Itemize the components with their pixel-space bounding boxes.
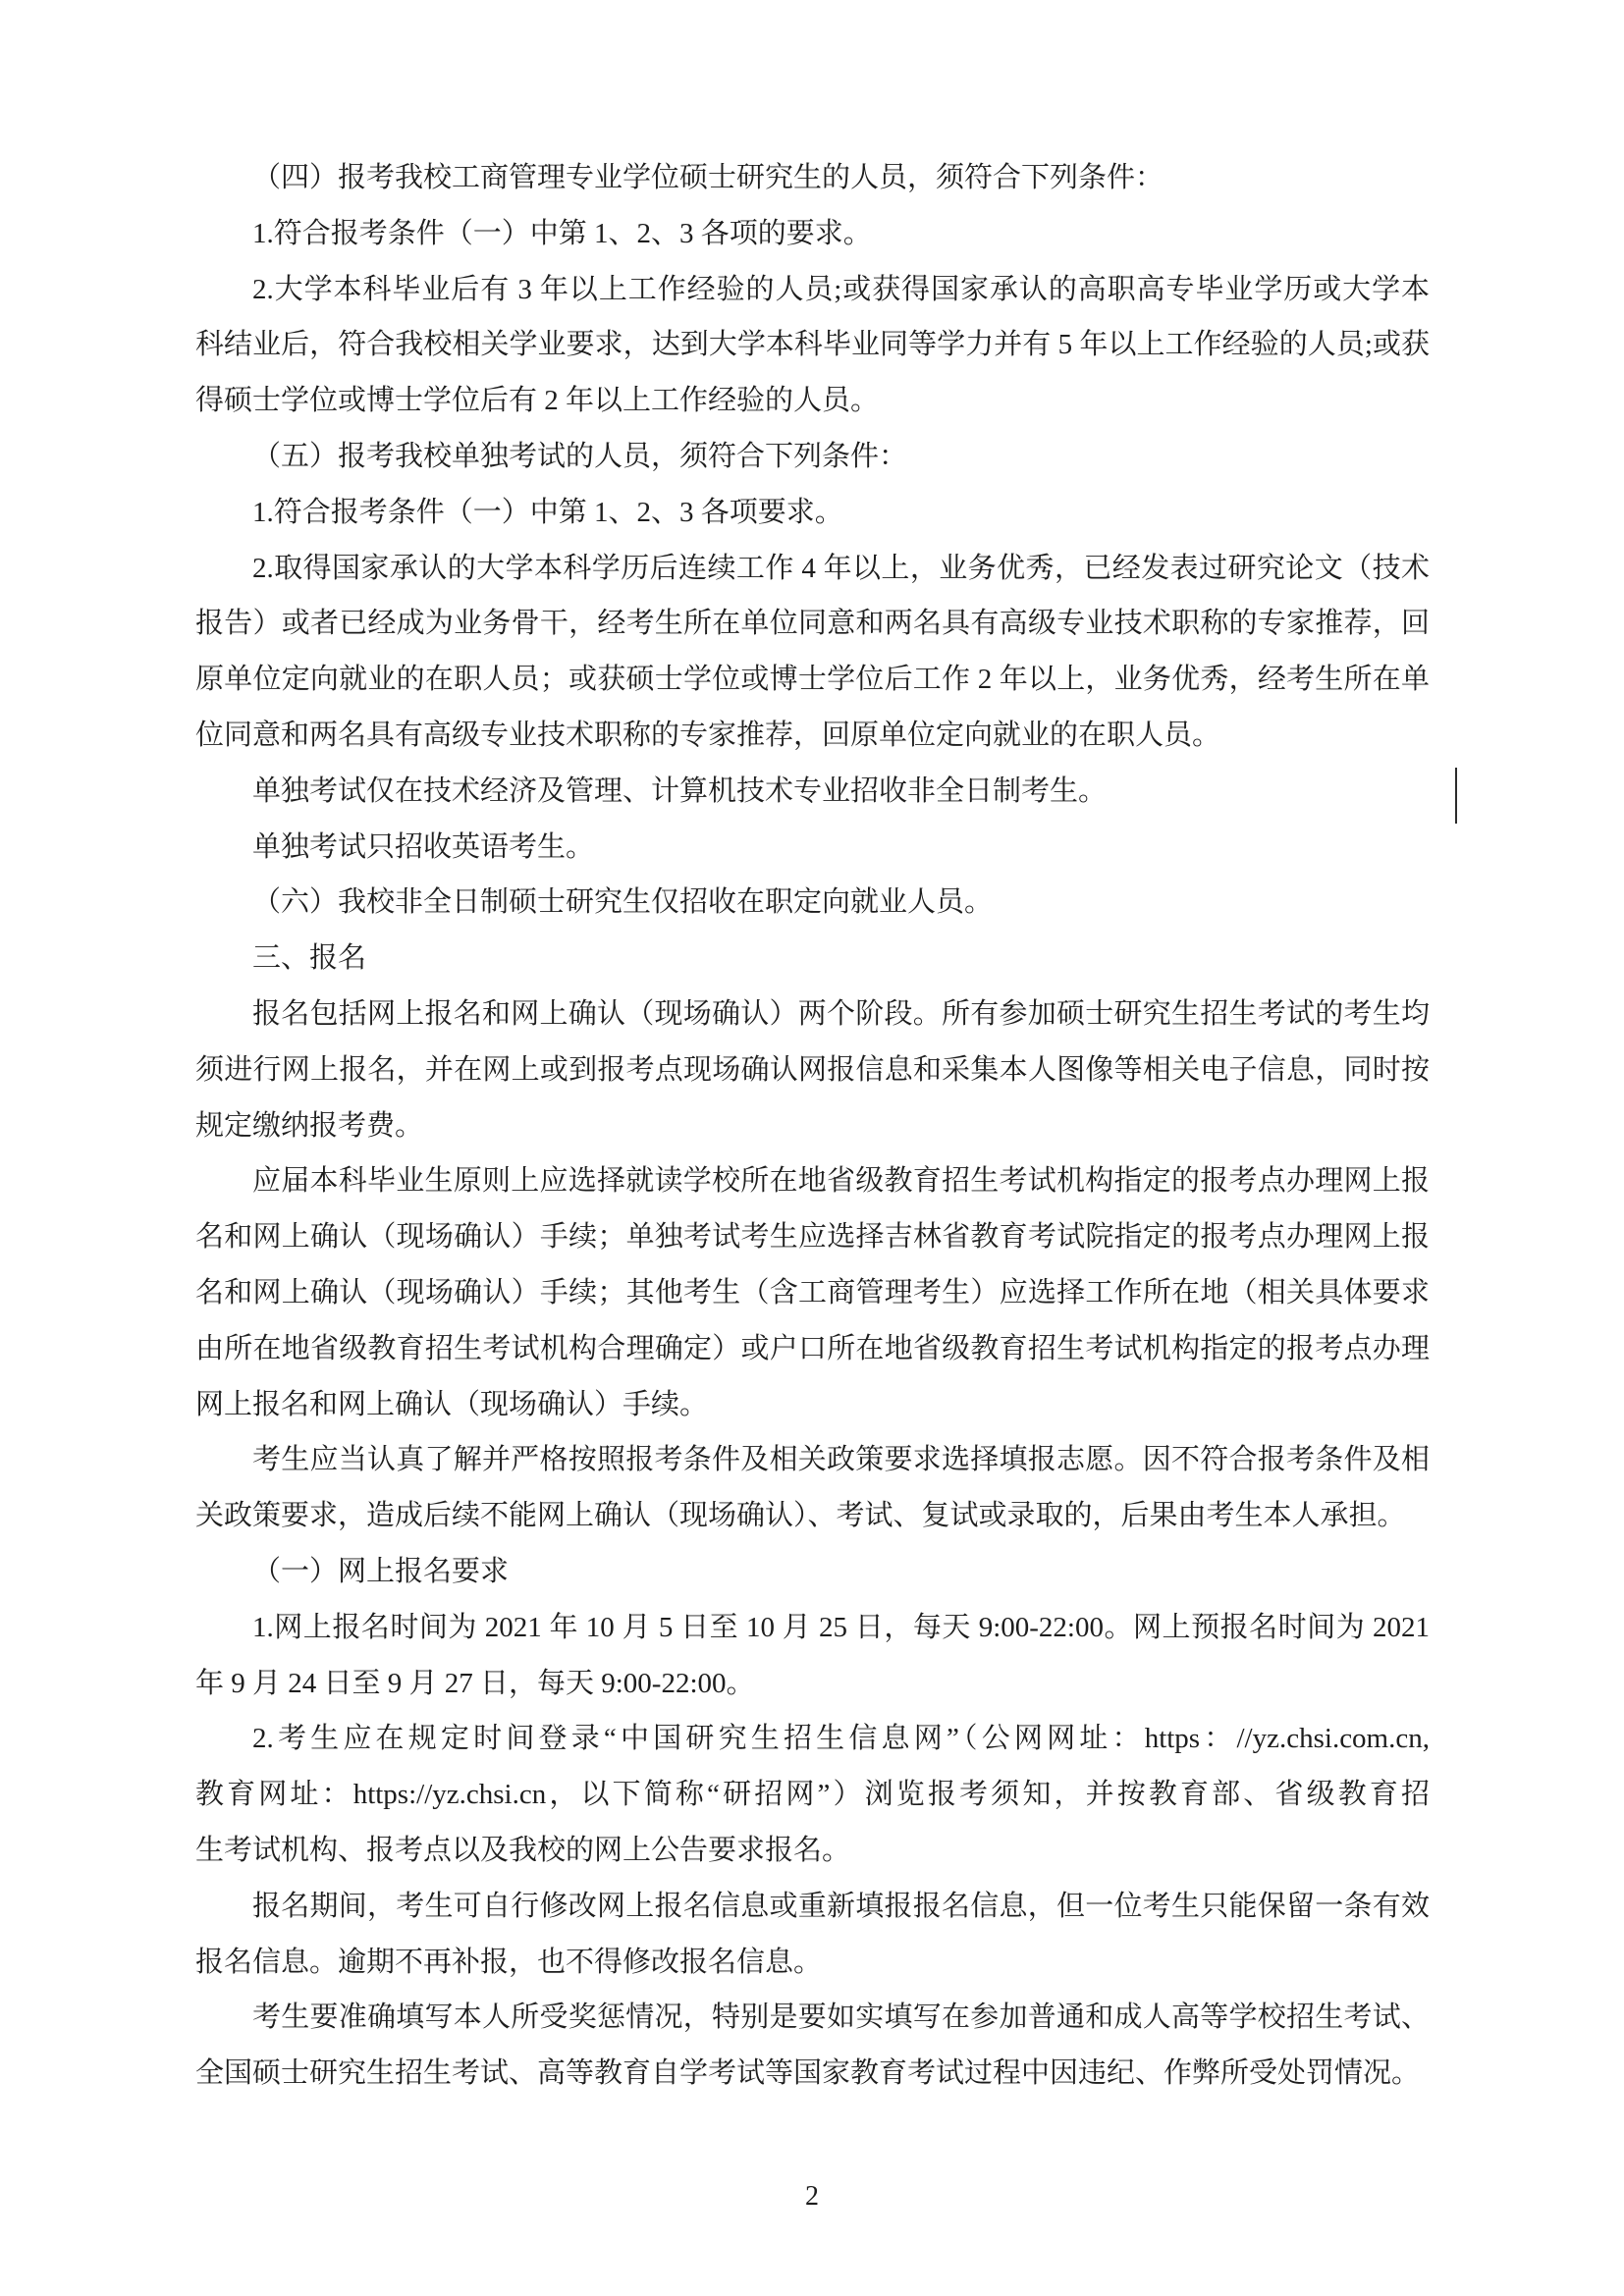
- text-line: 由所在地省级教育招生考试机构合理确定）或户口所在地省级教育招生考试机构指定的报考点办理: [195, 1332, 1430, 1364]
- text-line: 三、报名: [252, 942, 367, 975]
- text-line: 年 9 月 24 日至 9 月 27 日，每天 9:00-22:00。: [195, 1667, 755, 1699]
- text-line: 名和网上确认（现场确认）手续；其他考生（含工商管理考生）应选择工作所在地（相关具体要求: [195, 1276, 1430, 1308]
- text-line: 名和网上确认（现场确认）手续；单独考试考生应选择吉林省教育考试院指定的报考点办理网上报: [195, 1221, 1430, 1254]
- text-line: 规定缴纳报考费。: [195, 1109, 424, 1142]
- text-line: （一）网上报名要求: [252, 1555, 510, 1587]
- text-line: 位同意和两名具有高级专业技术职称的专家推荐，回原单位定向就业的在职人员。: [195, 719, 1221, 751]
- page-number: 2: [805, 2181, 819, 2212]
- text-line: 2.大学本科毕业后有 3 年以上工作经验的人员;或获得国家承认的高职高专毕业学历或大学本: [252, 273, 1430, 305]
- text-line: 1.网上报名时间为 2021 年 10 月 5 日至 10 月 25 日，每天 9:00-22:00。网上预报名时间为 2021: [252, 1611, 1430, 1643]
- text-line: 生考试机构、报考点以及我校的网上公告要求报名。: [195, 1834, 851, 1866]
- text-line: 报告）或者已经成为业务骨干，经考生所在单位同意和两名具有高级专业技术职称的专家推荐，回: [195, 608, 1430, 640]
- text-line: 得硕士学位或博士学位后有 2 年以上工作经验的人员。: [195, 385, 880, 417]
- revision-mark: [1455, 768, 1457, 824]
- text-line: 单独考试只招收英语考生。: [252, 830, 595, 863]
- text-line: 2.取得国家承认的大学本科学历后连续工作 4 年以上，业务优秀，已经发表过研究论文（技术: [252, 552, 1430, 584]
- text-line: 报名期间，考生可自行修改网上报名信息或重新填报报名信息，但一位考生只能保留一条有效: [252, 1890, 1430, 1922]
- text-line: 考生应当认真了解并严格按照报考条件及相关政策要求选择填报志愿。因不符合报考条件及相: [252, 1444, 1430, 1476]
- text-line: 报名信息。逾期不再补报，也不得修改报名信息。: [195, 1946, 823, 1978]
- text-line: 考生要准确填写本人所受奖惩情况，特别是要如实填写在参加普通和成人高等学校招生考试、: [252, 2002, 1430, 2034]
- text-line: 单独考试仅在技术经济及管理、计算机技术专业招收非全日制考生。: [252, 774, 1108, 807]
- text-line: 报名包括网上报名和网上确认（现场确认）两个阶段。所有参加硕士研究生招生考试的考生均: [252, 997, 1430, 1030]
- text-line: 1.符合报考条件（一）中第 1、2、3 各项要求。: [252, 496, 843, 528]
- text-line: 应届本科毕业生原则上应选择就读学校所在地省级教育招生考试机构指定的报考点办理网上报: [252, 1165, 1430, 1198]
- text-line: 须进行网上报名，并在网上或到报考点现场确认网报信息和采集本人图像等相关电子信息，同时按: [195, 1053, 1430, 1086]
- text-line: 1.符合报考条件（一）中第 1、2、3 各项的要求。: [252, 217, 872, 249]
- text-line: 科结业后，符合我校相关学业要求，达到大学本科毕业同等学力并有 5 年以上工作经验的人员;或获: [195, 329, 1430, 361]
- text-line: 全国硕士研究生招生考试、高等教育自学考试等国家教育考试过程中因违纪、作弊所受处罚情况。: [195, 2057, 1421, 2090]
- text-line: 原单位定向就业的在职人员；或获硕士学位或博士学位后工作 2 年以上，业务优秀，经考生所在单: [195, 664, 1430, 696]
- text-line: 关政策要求，造成后续不能网上确认（现场确认）、考试、复试或录取的，后果由考生本人承担。: [195, 1500, 1406, 1532]
- text-line: （四）报考我校工商管理专业学位硕士研究生的人员，须符合下列条件：: [252, 162, 1164, 193]
- text-line: 教育网址：https://yz.chsi.cn，以下简称“研招网”）浏览报考须知，并按教育部、省级教育招: [195, 1779, 1430, 1811]
- text-line: （六）我校非全日制硕士研究生仅招收在职定向就业人员。: [252, 886, 994, 919]
- text-line: 2.考生应在规定时间登录“中国研究生招生信息网”（公网网址：https：//yz.chsi.com.cn,: [252, 1723, 1430, 1755]
- text-line: （五）报考我校单独考试的人员，须符合下列条件：: [252, 440, 908, 472]
- text-body: [195, 150, 1430, 2102]
- text-line: 网上报名和网上确认（现场确认）手续。: [195, 1388, 709, 1420]
